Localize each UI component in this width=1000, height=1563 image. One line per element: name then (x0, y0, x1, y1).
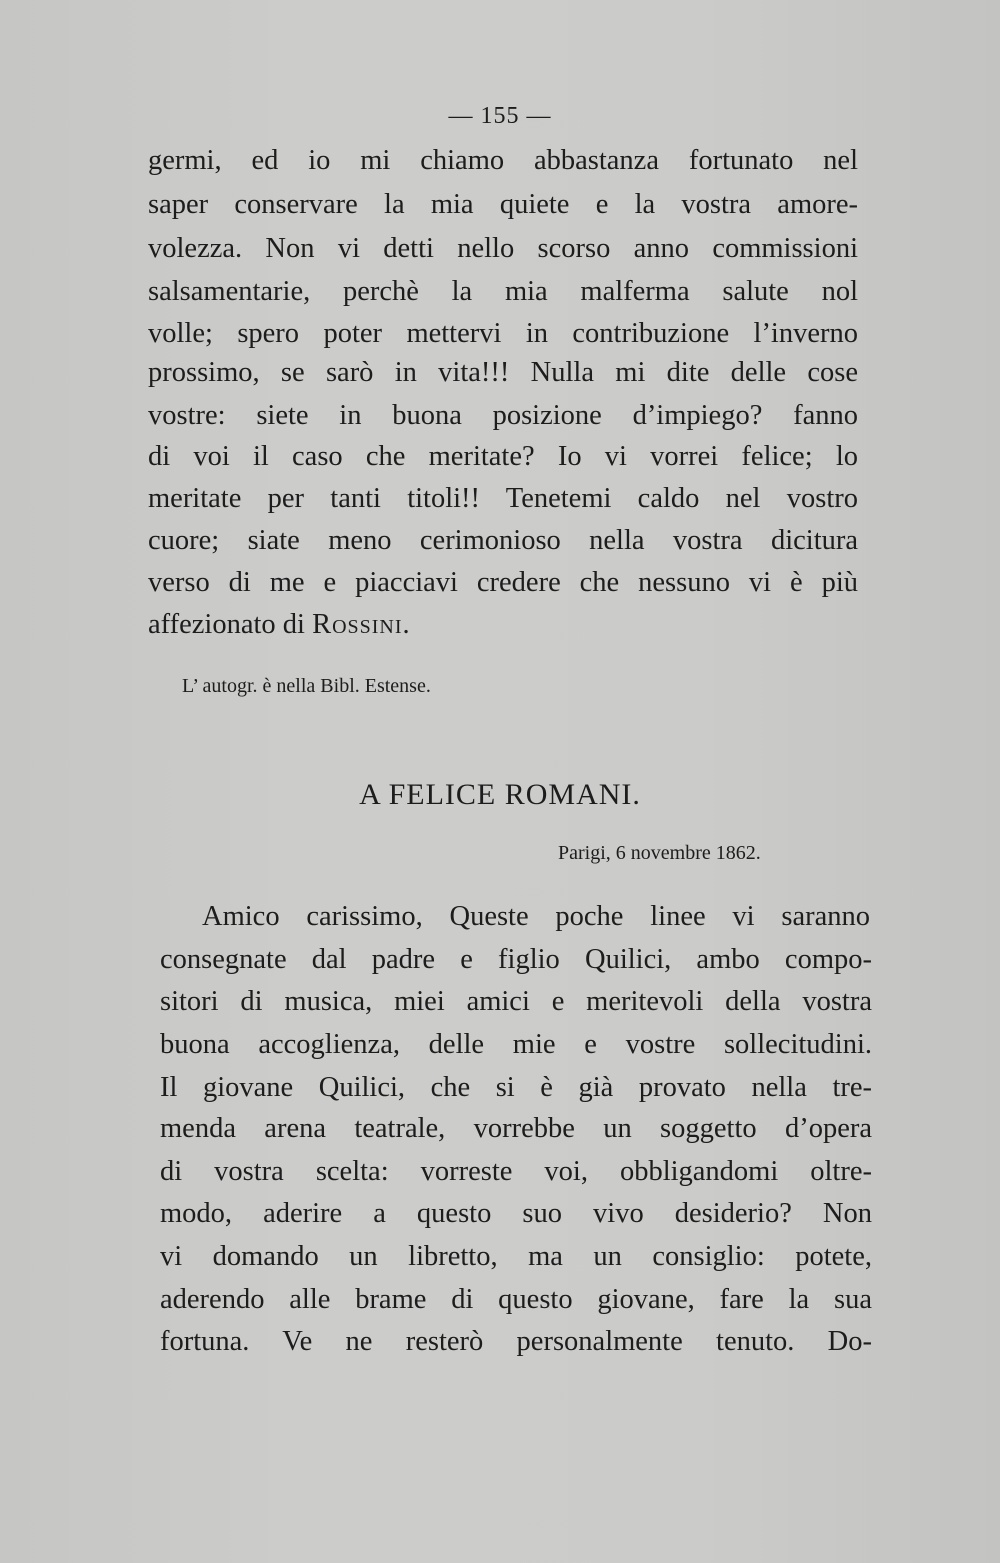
closing-text: affezionato di (148, 609, 305, 640)
text-line: volezza. Non vi detti nello scorso anno commissioni (148, 233, 858, 264)
source-note: L’ autogr. è nella Bibl. Estense. (182, 675, 431, 697)
text-line: salsamentarie, perchè la mia malferma salute nol (148, 276, 858, 307)
text-line: volle; spero poter mettervi in contribuzione l’inverno (148, 318, 858, 349)
text-line: verso di me e piacciavi credere che nessuno vi è più (148, 567, 858, 598)
text-line: meritate per tanti titoli!! Tenetemi caldo nel vostro (148, 483, 858, 514)
text-line: di voi il caso che meritate? Io vi vorrei felice; lo (148, 441, 858, 472)
text-line: consegnate dal padre e figlio Quilici, ambo compo- (160, 944, 872, 975)
text-line: Amico carissimo, Queste poche linee vi saranno (202, 901, 870, 932)
text-line: prossimo, se sarò in vita!!! Nulla mi dite delle cose (148, 357, 858, 388)
text-line: di vostra scelta: vorreste voi, obbligandomi oltre- (160, 1156, 872, 1187)
dateline: Parigi, 6 novembre 1862. (558, 842, 761, 864)
text-line: vostre: siete in buona posizione d’impiego? fanno (148, 400, 858, 431)
text-line: aderendo alle brame di questo giovane, fare la sua (160, 1284, 872, 1315)
signature: Rossini. (312, 609, 411, 640)
text-line: cuore; siate meno cerimonioso nella vostra dicitura (148, 525, 858, 556)
text-line: fortuna. Ve ne resterò personalmente tenuto. Do- (160, 1326, 872, 1357)
letter-heading: A FELICE ROMANI. (359, 778, 641, 811)
text-line: Il giovane Quilici, che si è già provato nella tre- (160, 1072, 872, 1103)
text-line: germi, ed io mi chiamo abbastanza fortunato nel (148, 145, 858, 176)
page-number: — 155 — (448, 103, 552, 129)
text-line: buona accoglienza, delle mie e vostre sollecitudini. (160, 1029, 872, 1060)
text-line: sitori di musica, miei amici e meritevoli della vostra (160, 986, 872, 1017)
text-line: saper conservare la mia quiete e la vostra amore- (148, 189, 858, 220)
text-line: modo, aderire a questo suo vivo desiderio? Non (160, 1198, 872, 1229)
closing-line (148, 605, 411, 645)
text-line: menda arena teatrale, vorrebbe un soggetto d’opera (160, 1113, 872, 1144)
text-line: vi domando un libretto, ma un consiglio: potete, (160, 1241, 872, 1272)
